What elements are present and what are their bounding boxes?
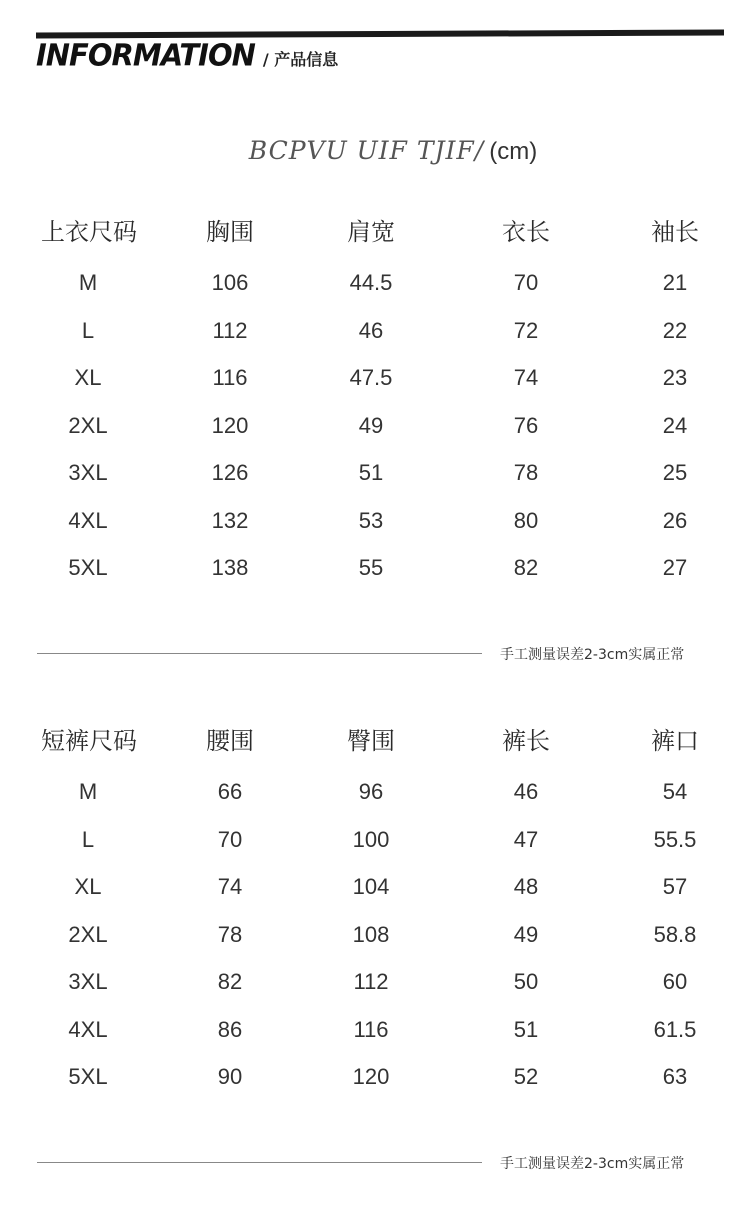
table-cell: 46	[513, 779, 539, 804]
table-cell: 104	[352, 874, 390, 899]
table-cell: 53	[358, 507, 384, 533]
table-header-cell: 上衣尺码	[41, 218, 137, 246]
table-header-row	[0, 212, 750, 270]
table-cell: 74	[513, 365, 539, 390]
table-cell: 120	[211, 412, 249, 438]
table-row	[0, 1064, 750, 1112]
size-chart-unit: (cm)	[489, 138, 538, 165]
table-cell: XL	[74, 874, 102, 899]
measurement-note: 手工测量误差2-3cm实属正常	[500, 1156, 685, 1172]
table-cell: M	[78, 779, 98, 804]
header-subtitle: / 产品信息	[262, 50, 339, 69]
table-cell: 4XL	[68, 507, 108, 533]
table-cell: 70	[513, 270, 539, 295]
table-cell: 90	[217, 1064, 243, 1089]
table-cell: 58.8	[653, 921, 697, 947]
table-cell: 138	[211, 555, 249, 580]
table-cell: 120	[352, 1064, 390, 1089]
table-cell: 2XL	[68, 412, 108, 438]
table-cell: 100	[352, 826, 390, 852]
table-cell: 112	[212, 317, 248, 343]
table-cell: 23	[662, 365, 688, 390]
table-row	[0, 365, 750, 413]
table-cell: 78	[513, 460, 539, 485]
table-cell: 132	[211, 507, 249, 533]
table-cell: 3XL	[68, 460, 108, 485]
top-size-table	[0, 212, 750, 603]
table-row	[0, 1017, 750, 1065]
table-cell: 2XL	[68, 921, 108, 947]
table-cell: M	[78, 270, 98, 295]
table-cell: 55.5	[653, 826, 697, 852]
table-row	[0, 969, 750, 1017]
note-divider	[37, 653, 482, 654]
table-cell: 46	[358, 317, 384, 343]
table-header-row	[0, 721, 750, 779]
table-row	[0, 318, 750, 366]
table-cell: 51	[513, 1016, 539, 1042]
table-header-cell: 裤长	[502, 727, 550, 755]
note-divider	[37, 1162, 482, 1163]
table-row	[0, 922, 750, 970]
table-cell: 108	[352, 921, 390, 947]
table-cell: 82	[217, 969, 243, 994]
table-header-cell: 腰围	[206, 727, 254, 755]
table-cell: 47.5	[349, 365, 393, 390]
table-cell: 57	[662, 874, 688, 899]
table-cell: 25	[662, 460, 688, 485]
table-header-cell: 胸围	[206, 218, 254, 246]
table-cell: 55	[358, 555, 384, 580]
table-cell: 4XL	[68, 1016, 108, 1042]
header-title: INFORMATION	[36, 37, 255, 73]
table-row	[0, 413, 750, 461]
table-row	[0, 779, 750, 827]
table-cell: 61.5	[653, 1016, 697, 1042]
table-cell: 22	[662, 317, 688, 343]
table-cell: 50	[513, 969, 539, 994]
table-row	[0, 270, 750, 318]
table-cell: 26	[662, 507, 688, 533]
table-cell: L	[81, 317, 95, 343]
table-row	[0, 874, 750, 922]
table-row	[0, 508, 750, 556]
table-cell: 72	[513, 317, 539, 343]
table-cell: 70	[217, 826, 243, 852]
table-cell: 3XL	[68, 969, 108, 994]
table-header-cell: 短裤尺码	[41, 727, 137, 755]
table-cell: 47	[513, 826, 539, 852]
table-cell: XL	[74, 365, 102, 390]
table-cell: 78	[217, 921, 243, 947]
table-cell: 52	[513, 1064, 539, 1089]
table-cell: 60	[662, 969, 688, 994]
table-cell: L	[81, 826, 95, 852]
table-header-cell: 臀围	[347, 727, 395, 755]
table-cell: 66	[217, 779, 243, 804]
table-cell: 24	[662, 412, 688, 438]
measurement-note: 手工测量误差2-3cm实属正常	[500, 647, 685, 663]
table-row	[0, 555, 750, 603]
table-header-cell: 衣长	[502, 218, 550, 246]
table-cell: 82	[513, 555, 539, 580]
table-row	[0, 460, 750, 508]
table-cell: 86	[217, 1016, 243, 1042]
table-cell: 49	[513, 921, 539, 947]
table-cell: 112	[353, 969, 389, 994]
table-cell: 21	[662, 270, 688, 295]
table-cell: 80	[513, 507, 539, 533]
table-cell: 27	[662, 555, 688, 580]
table-cell: 63	[662, 1064, 688, 1089]
table-cell: 54	[662, 779, 688, 804]
table-cell: 116	[212, 365, 248, 390]
size-chart-title	[0, 136, 750, 166]
table-cell: 44.5	[349, 270, 393, 295]
table-cell: 51	[358, 460, 384, 485]
table-row	[0, 827, 750, 875]
table-cell: 74	[217, 874, 243, 899]
table-cell: 5XL	[68, 555, 108, 580]
shorts-size-table	[0, 721, 750, 1112]
table-header-cell: 袖长	[651, 218, 699, 246]
size-chart-script-title: BCPVU UIF TJIF/	[248, 136, 485, 165]
table-cell: 126	[211, 460, 249, 485]
table-cell: 5XL	[68, 1064, 108, 1089]
table-cell: 48	[513, 874, 539, 899]
info-header	[36, 38, 338, 72]
table-cell: 106	[211, 270, 249, 295]
table-header-cell: 裤口	[651, 727, 699, 755]
table-cell: 76	[513, 412, 539, 438]
table-header-cell: 肩宽	[347, 218, 395, 246]
table-cell: 96	[358, 779, 384, 804]
table-cell: 116	[353, 1016, 389, 1042]
table-cell: 49	[358, 412, 384, 438]
